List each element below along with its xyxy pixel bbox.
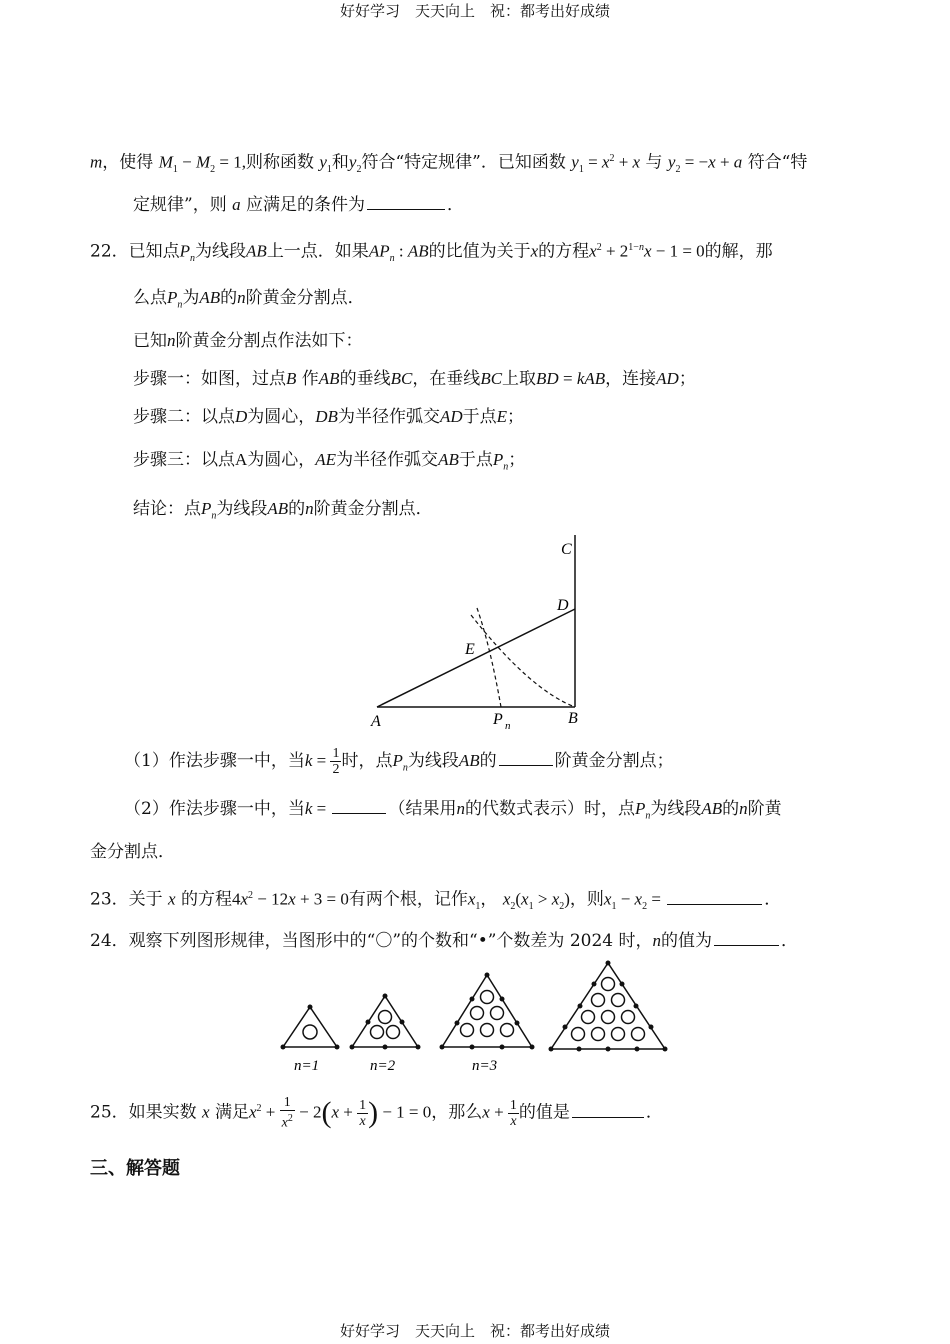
q25-line: 25．如果实数 x 满足$x^2$ + $\frac{1}{x^2}$ − 2(x + $\frac{1}{x}$ ) − 1 = 0，那么x + $\frac{1}{x}$ 的值是 ．: [90, 1095, 663, 1131]
circle: [582, 1011, 595, 1024]
circle: [632, 1028, 645, 1041]
label-d: D: [557, 597, 569, 614]
circle: [501, 1024, 514, 1037]
triangle-n4: [551, 963, 665, 1049]
circle: [612, 1028, 625, 1041]
label-n2: n=2: [370, 1058, 396, 1074]
circle: [602, 1011, 615, 1024]
label-b: B: [568, 710, 578, 727]
circle: [622, 1011, 635, 1024]
answer-blank[interactable]: [714, 928, 779, 946]
label-p-subscript: n: [505, 720, 511, 730]
golden-section-figure: [360, 530, 610, 730]
q22-step2: 步骤二：以点D为圆心，DB为半径作弧交AD于点E；: [133, 407, 525, 427]
answer-blank[interactable]: [367, 192, 445, 210]
answer-blank[interactable]: [332, 796, 386, 814]
circle: [602, 978, 615, 991]
triangle-n1: [283, 1007, 337, 1047]
circle: [491, 1007, 504, 1020]
q22-step3: 步骤三：以点A为圆心，AE为半径作弧交AB于点$P_n$；: [133, 450, 526, 473]
circle: [461, 1024, 474, 1037]
circle: [387, 1026, 400, 1039]
q22-part1: （1）作法步骤一中，当k = $\frac{1}{2}$ 时，点$P_n$为线段AB的 阶黄金分割点；: [124, 746, 674, 777]
circle: [471, 1007, 484, 1020]
q21-line1: m，使得 $M_1 - M_2 = 1$,则称函数 $y_1$和$y_2$符合“特定规律”．已知函数 $y_1 = x^2 + x$ 与 $y_2 = -x + a$ 符合“特: [90, 152, 808, 176]
q21-line2: 定规律”，则 a 应满足的条件为 ．: [133, 192, 464, 217]
answer-blank[interactable]: [667, 887, 762, 905]
q22-part2-cont: 金分割点．: [90, 842, 175, 862]
q22-line3: 已知n阶黄金分割点作法如下：: [133, 331, 363, 351]
answer-blank[interactable]: [572, 1100, 644, 1118]
circle: [303, 1025, 317, 1039]
triangle-n2: [352, 996, 418, 1047]
label-p: P: [493, 711, 503, 728]
label-n1: n=1: [294, 1058, 320, 1074]
answer-blank[interactable]: [499, 748, 553, 766]
label-a: A: [371, 713, 381, 730]
q23-line: 23．关于 x 的方程$4x^2 - 12x + 3 = 0$有两个根，记作$x_1$， $x_2(x_1 > x_2)$，则$x_1 - x_2$ = ．: [90, 884, 781, 919]
label-c: C: [561, 541, 572, 558]
label-e: E: [465, 641, 475, 658]
q22-conclusion: 结论：点$P_n$为线段AB的n阶黄金分割点．: [133, 499, 433, 522]
q22-step1: 步骤一：如图，过点B 作AB的垂线BC，在垂线BC上取BD = kAB，连接AD；: [133, 369, 696, 389]
circle: [481, 1024, 494, 1037]
q22-line2: 么点$P_n$为AB的n阶黄金分割点．: [133, 288, 365, 311]
section-title: 三、解答题: [90, 1158, 180, 1179]
circle: [371, 1026, 384, 1039]
segment-ad: [377, 609, 575, 707]
label-n3: n=3: [472, 1058, 498, 1074]
circle: [379, 1011, 392, 1024]
arc-db: [471, 615, 575, 707]
page-header: 好好学习 天天向上 祝：都考出好成绩: [339, 2, 610, 20]
page-footer: 好好学习 天天向上 祝：都考出好成绩: [339, 1322, 610, 1340]
q22-part2: （2）作法步骤一中，当k = （结果用n的代数式表示）时，点$P_n$为线段AB的n阶黄: [124, 796, 782, 828]
q22-line1: 22．已知点$P_n$为线段AB上一点．如果$AP_n$ : AB的比值为关于x的方程$x^2 + 2^{1-n}x - 1 = 0$的解，那: [90, 241, 773, 265]
circle: [572, 1028, 585, 1041]
circle: [481, 991, 494, 1004]
arc-ae: [477, 608, 501, 707]
q24-line: 24．观察下列图形规律，当图形中的“〇”的个数和“•”个数差为 2024 时，n的值为 ．: [90, 928, 798, 953]
triangle-patterns: [270, 955, 680, 1077]
circle: [592, 1028, 605, 1041]
circle: [612, 994, 625, 1007]
circle: [592, 994, 605, 1007]
